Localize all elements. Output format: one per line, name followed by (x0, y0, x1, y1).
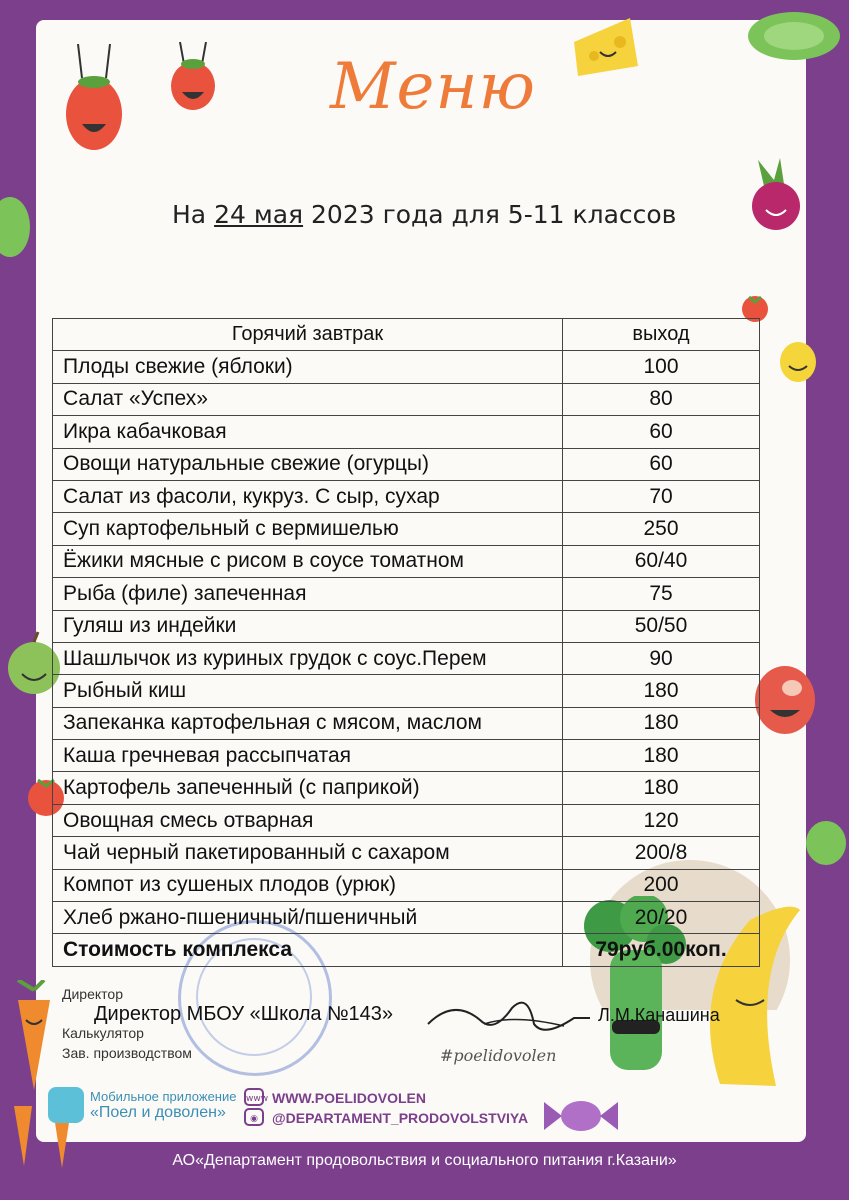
table-row (53, 383, 760, 415)
table-header-row (53, 319, 760, 351)
header-portion: выход (563, 319, 760, 351)
total-price: 79руб.00коп. (563, 934, 760, 966)
table-row (53, 513, 760, 545)
role-director: Директор (62, 986, 123, 1002)
page-title: Меню (330, 50, 536, 124)
beet-character-icon (744, 156, 808, 238)
dish-portion: 60 (563, 448, 760, 480)
dish-portion: 70 (563, 480, 760, 512)
dish-name: Рыба (филе) запеченная (53, 578, 563, 610)
total-row (53, 934, 760, 966)
dish-name: Рыбный киш (53, 675, 563, 707)
tomato-character-icon (168, 42, 218, 112)
table-row (53, 837, 760, 869)
table-row (53, 351, 760, 383)
table-row (53, 610, 760, 642)
role-production: Зав. производством (62, 1045, 192, 1061)
dish-portion: 180 (563, 707, 760, 739)
dish-portion: 180 (563, 772, 760, 804)
footer-organization: АО«Департамент продовольствия и социального питания г.Казани» (172, 1152, 677, 1169)
table-row (53, 772, 760, 804)
dish-name: Овощи натуральные свежие (огурцы) (53, 448, 563, 480)
table-row (53, 804, 760, 836)
candy-icon (544, 1092, 618, 1140)
website-link[interactable]: WWW.POELIDOVOLEN (272, 1090, 426, 1106)
dish-portion: 100 (563, 351, 760, 383)
dish-name: Хлеб ржано-пшеничный/пшеничный (53, 902, 563, 934)
dish-portion: 250 (563, 513, 760, 545)
dish-name: Гуляш из индейки (53, 610, 563, 642)
dish-portion: 200 (563, 869, 760, 901)
carrot-character-icon (4, 980, 64, 1100)
dish-portion: 120 (563, 804, 760, 836)
leaf-icon (0, 192, 32, 262)
lemon-face-icon (778, 340, 818, 384)
table-row (53, 578, 760, 610)
web-icon: www (244, 1088, 264, 1106)
tomato-character-icon (64, 44, 128, 154)
header-dish: Горячий завтрак (53, 319, 563, 351)
subtitle-date: 24 мая (214, 200, 304, 229)
menu-subtitle (172, 200, 676, 229)
table-row (53, 642, 760, 674)
leaf-icon (796, 818, 846, 868)
handwritten-signature (424, 994, 594, 1040)
dish-name: Чай черный пакетированный с сахаром (53, 837, 563, 869)
role-calculator: Калькулятор (62, 1025, 144, 1041)
table-row (53, 902, 760, 934)
dish-portion: 180 (563, 675, 760, 707)
dish-name: Компот из сушеных плодов (урюк) (53, 869, 563, 901)
table-row (53, 675, 760, 707)
table-row (53, 707, 760, 739)
table-row (53, 869, 760, 901)
signer-name: Л.М.Канашина (598, 1005, 720, 1025)
signature-line: Директор МБОУ «Школа №143» (94, 1003, 394, 1025)
table-row (53, 448, 760, 480)
dish-name: Плоды свежие (яблоки) (53, 351, 563, 383)
app-logo-icon (48, 1087, 84, 1123)
table-row (53, 740, 760, 772)
lettuce-icon (740, 8, 840, 64)
dish-name: Шашлычок из куриных грудок с соус.Перем (53, 642, 563, 674)
dish-name: Икра кабачковая (53, 416, 563, 448)
dish-portion: 80 (563, 383, 760, 415)
dish-name: Картофель запеченный (с паприкой) (53, 772, 563, 804)
cheese-character-icon (570, 12, 642, 82)
subtitle-suffix: 2023 года для 5-11 классов (303, 200, 677, 229)
menu-table (52, 318, 760, 967)
table-row (53, 416, 760, 448)
dish-portion: 20/20 (563, 902, 760, 934)
app-name: «Поел и доволен» (90, 1104, 226, 1121)
dish-portion: 200/8 (563, 837, 760, 869)
dish-portion: 50/50 (563, 610, 760, 642)
instagram-icon: ◉ (244, 1108, 264, 1126)
dish-portion: 75 (563, 578, 760, 610)
dish-portion: 90 (563, 642, 760, 674)
app-caption: Мобильное приложение (90, 1089, 237, 1104)
instagram-link[interactable]: @DEPARTAMENT_PRODOVOLSTVIYA (272, 1110, 529, 1126)
hashtag: #poelidovolen (440, 1046, 557, 1065)
dish-name: Ёжики мясные с рисом в соусе томатном (53, 545, 563, 577)
dish-name: Суп картофельный с вермишелью (53, 513, 563, 545)
total-label: Стоимость комплекса (53, 934, 563, 966)
subtitle-prefix: На (172, 200, 215, 229)
dish-name: Каша гречневая рассыпчатая (53, 740, 563, 772)
dish-portion: 60/40 (563, 545, 760, 577)
dish-portion: 60 (563, 416, 760, 448)
dish-portion: 180 (563, 740, 760, 772)
table-row (53, 545, 760, 577)
dish-name: Салат «Успех» (53, 383, 563, 415)
meat-character-icon (752, 662, 818, 738)
table-row (53, 480, 760, 512)
dish-name: Овощная смесь отварная (53, 804, 563, 836)
dish-name: Запеканка картофельная с мясом, маслом (53, 707, 563, 739)
dish-name: Салат из фасоли, кукруз. С сыр, сухар (53, 480, 563, 512)
